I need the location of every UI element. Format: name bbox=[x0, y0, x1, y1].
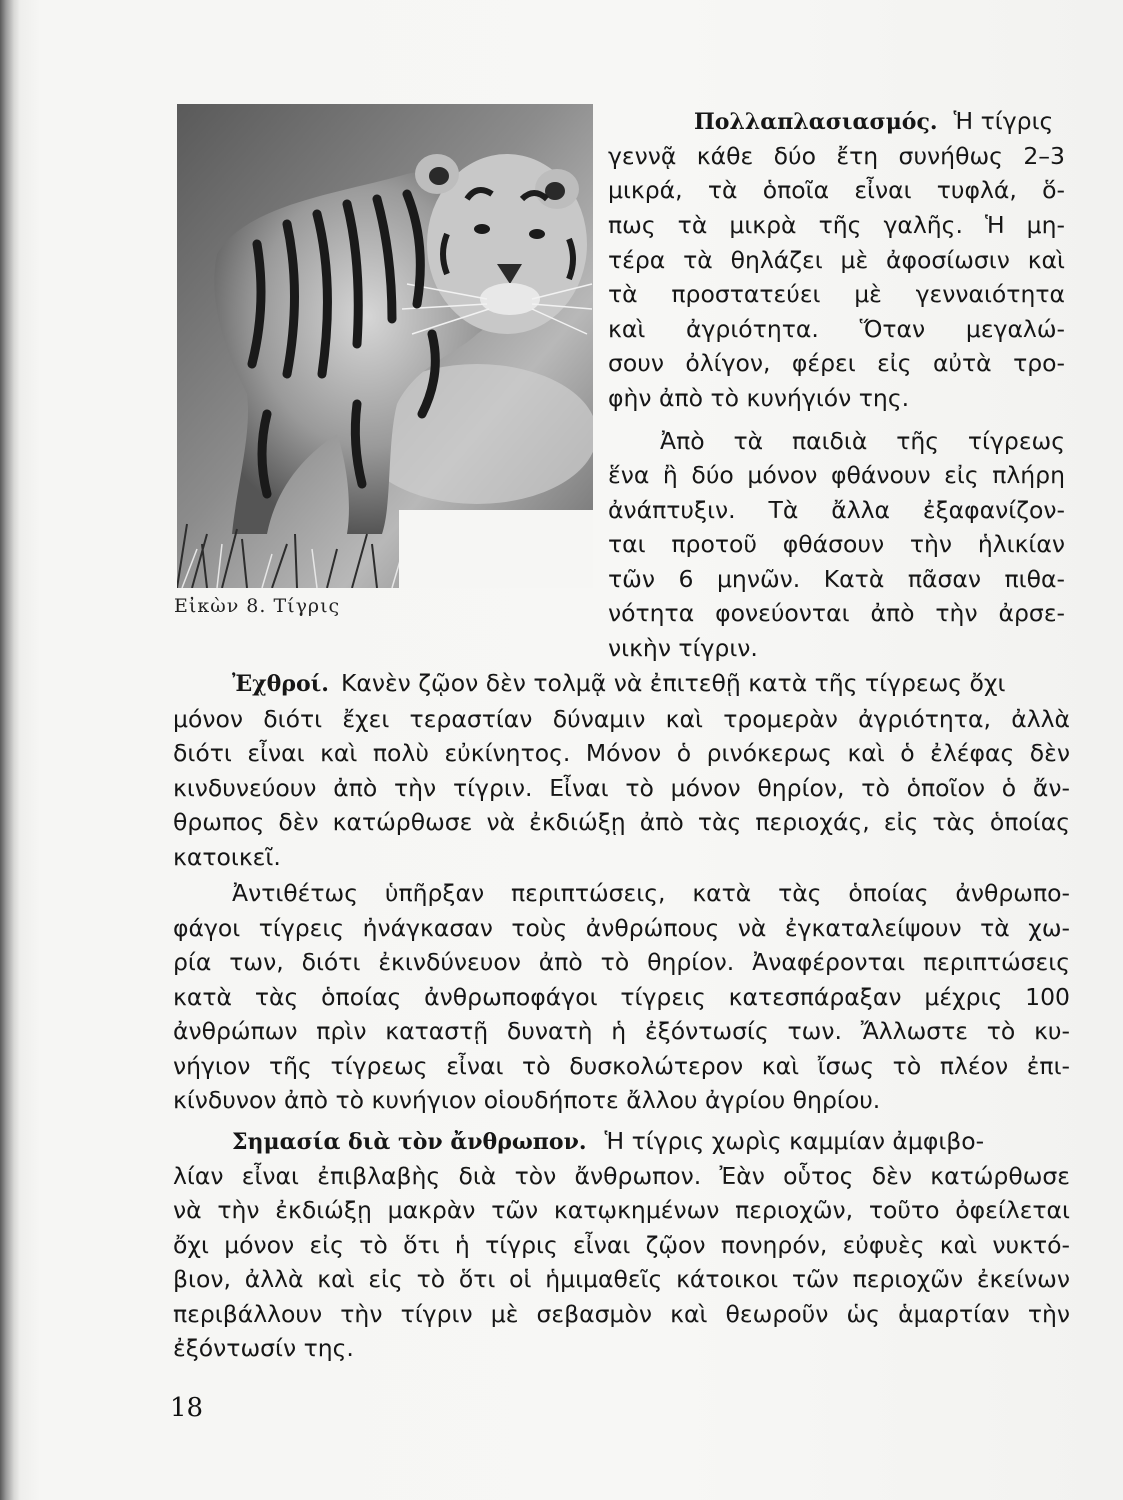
section-heading-enemies: Ἐχθροί. bbox=[232, 671, 329, 697]
paragraph-line: Ἀντιθέτως ὑπῆρξαν περιπτώσεις, κατὰ τὰς ὁποίας ἀνθρωπο- bbox=[232, 879, 1070, 907]
paragraph-line: τῶν 6 μηνῶν. Κατὰ πᾶσαν πιθα- bbox=[608, 565, 1065, 593]
paragraph-line: μόνον διότι ἔχει τεραστίαν δύναμιν καὶ τρομερὰν ἀγριότητα, ἀλλὰ bbox=[173, 705, 1070, 733]
paragraph-line: κατὰ τὰς ὁποίας ἀνθρωποφάγοι τίγρεις κατεσπάραξαν μέχρις 100 bbox=[173, 983, 1070, 1011]
paragraph-line: τέρα τὰ θηλάζει μὲ ἀφοσίωσιν καὶ bbox=[608, 246, 1065, 274]
paragraph-line: πως τὰ μικρὰ τῆς γαλῆς. Ἡ μη- bbox=[608, 211, 1065, 239]
paragraph-line: ρία των, διότι ἐκινδύνευον ἀπὸ τὸ θηρίον. Ἀναφέρονται περιπτώσεις bbox=[173, 948, 1070, 976]
page-binding-shadow bbox=[0, 0, 20, 1500]
paragraph-line: φὴν ἀπὸ τὸ κυνήγιόν της. bbox=[608, 384, 910, 412]
paragraph-line: ται προτοῦ φθάσουν τὴν ἡλικίαν bbox=[608, 530, 1065, 558]
paragraph-line: νικὴν τίγριν. bbox=[608, 634, 758, 662]
paragraph-line: Ἀπὸ τὰ παιδιὰ τῆς τίγρεως bbox=[660, 427, 1065, 455]
page-number: 18 bbox=[170, 1393, 204, 1423]
paragraph-line: βιον, ἀλλὰ καὶ εἰς τὸ ὅτι οἱ ἡμιμαθεῖς κάτοικοι τῶν περιοχῶν ἐκείνων bbox=[173, 1265, 1070, 1293]
paragraph-line: τὰ προστατεύει μὲ γενναιότητα bbox=[608, 280, 1065, 308]
paragraph-line: ἀνθρώπων πρὶν καταστῇ δυνατὴ ἡ ἐξόντωσίς των. Ἄλλωστε τὸ κυ- bbox=[173, 1017, 1070, 1045]
paragraph-line: νήγιον τῆς τίγρεως εἶναι τὸ δυσκολώτερον καὶ ἴσως τὸ πλέον ἐπι- bbox=[173, 1052, 1070, 1080]
paragraph-line: νὰ τὴν ἐκδιώξῃ μακρὰν τῶν κατῳκημένων περιοχῶν, τοῦτο ὀφείλεται bbox=[173, 1196, 1070, 1224]
paragraph-line: κίνδυνον ἀπὸ τὸ κυνήγιον οἱουδήποτε ἄλλου ἀγρίου θηρίου. bbox=[173, 1086, 881, 1114]
section-heading-multiplication: Πολλαπλασιασμός. bbox=[694, 109, 938, 135]
paragraph-line: γεννᾷ κάθε δύο ἔτη συνήθως 2–3 bbox=[608, 142, 1065, 170]
paragraph-line: ἀνάπτυξιν. Τὰ ἄλλα ἐξαφανίζον- bbox=[608, 496, 1065, 524]
paragraph-line: ὄχι μόνον εἰς τὸ ὅτι ἡ τίγρις εἶναι ζῷον πονηρόν, εὐφυὲς καὶ νυκτό- bbox=[173, 1231, 1070, 1259]
paragraph-line: φάγοι τίγρεις ἠνάγκασαν τοὺς ἀνθρώπους νὰ ἐγκαταλείψουν τὰ χω- bbox=[173, 914, 1070, 942]
paragraph-line: κινδυνεύουν ἀπὸ τὴν τίγριν. Εἶναι τὸ μόνον θηρίον, τὸ ὁποῖον ὁ ἄν- bbox=[173, 774, 1070, 802]
paragraph-line: ἐξόντωσίν της. bbox=[173, 1334, 354, 1362]
paragraph-line: σουν ὀλίγον, φέρει εἰς αὐτὰ τρο- bbox=[608, 349, 1065, 377]
paragraph-line: Ἐχθροί. Κανὲν ζῷον δὲν τολμᾷ νὰ ἐπιτεθῇ κατὰ τῆς τίγρεως ὄχι bbox=[232, 669, 1006, 697]
section-heading-importance: Σημασία διὰ τὸν ἄνθρωπον. bbox=[232, 1129, 587, 1155]
paragraph-line: θρωπος δὲν κατώρθωσε νὰ ἐκδιώξῃ ἀπὸ τὰς περιοχάς, εἰς τὰς ὁποίας bbox=[173, 808, 1070, 836]
figure-caption: Εἰκὼν 8. Τίγρις bbox=[174, 595, 341, 617]
paragraph-line: διότι εἶναι καὶ πολὺ εὐκίνητος. Μόνον ὁ ρινόκερως καὶ ὁ ἐλέφας δὲν bbox=[173, 739, 1070, 767]
paragraph-line: νότητα φονεύονται ἀπὸ τὴν ἀρσε- bbox=[608, 599, 1065, 627]
paragraph-line: καὶ ἀγριότητα. Ὅταν μεγαλώ- bbox=[608, 315, 1065, 343]
paragraph-line: κατοικεῖ. bbox=[173, 843, 281, 871]
paragraph-line: μικρά, τὰ ὁποῖα εἶναι τυφλά, ὅ- bbox=[608, 176, 1065, 204]
paragraph-line: Πολλαπλασιασμός. Ἡ τίγρις bbox=[694, 107, 1054, 135]
paragraph-line: ἕνα ἢ δύο μόνον φθάνουν εἰς πλήρη bbox=[608, 461, 1065, 489]
tiger-photo bbox=[177, 104, 593, 588]
paragraph-line: λίαν εἶναι ἐπιβλαβὴς διὰ τὸν ἄνθρωπον. Ἐὰν οὗτος δὲν κατώρθωσε bbox=[173, 1162, 1070, 1190]
paragraph-line: περιβάλλουν τὴν τίγριν μὲ σεβασμὸν καὶ θεωροῦν ὡς ἁμαρτίαν τὴν bbox=[173, 1300, 1070, 1328]
paragraph-line: Σημασία διὰ τὸν ἄνθρωπον. Ἡ τίγρις χωρὶς καμμίαν ἀμφιβο- bbox=[232, 1127, 985, 1155]
